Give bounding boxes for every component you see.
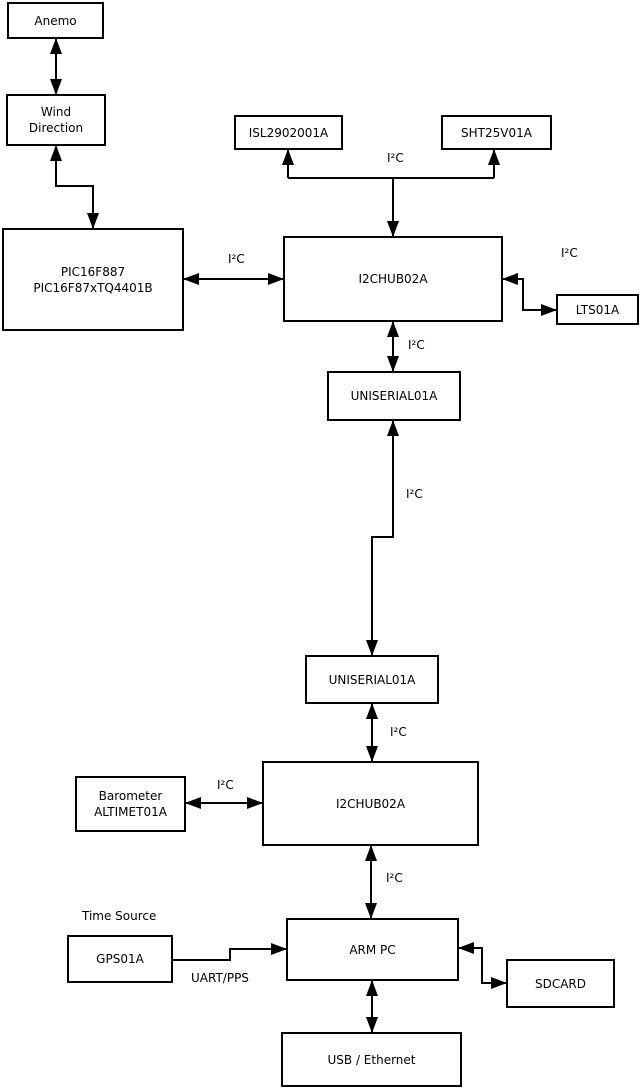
box-i2chub02a-top-label: I2CHUB02A	[358, 272, 428, 286]
box-pic16f887-line1: PIC16F887	[60, 264, 126, 279]
box-isl2902001a	[234, 115, 343, 150]
box-isl2902001a-label: ISL2902001A	[248, 125, 329, 140]
box-pic16f887	[2, 228, 184, 331]
box-arm-pc-label: ARM PC	[349, 942, 396, 957]
i2c-label-uniserial-hub2: I²C	[390, 725, 407, 739]
box-anemo	[7, 2, 104, 39]
i2c-label-hub-uniserial: I²C	[408, 338, 425, 352]
box-anemo-label: Anemo	[34, 13, 77, 28]
box-sdcard	[506, 959, 615, 1008]
box-wind-direction	[6, 94, 106, 146]
box-uniserial01a-bottom-label: UNISERIAL01A	[328, 672, 416, 687]
box-uniserial01a-top	[327, 371, 461, 421]
box-pic16f887-line2: PIC16F87xTQ4401B	[33, 280, 153, 295]
box-wind-direction-line1: Wind	[40, 105, 72, 119]
box-wind-direction-line2: Direction	[28, 121, 84, 135]
box-uniserial01a-top-label: UNISERIAL01A	[350, 389, 438, 403]
box-gps01a-label: GPS01A	[96, 952, 144, 966]
box-gps01a	[67, 935, 173, 983]
connector-winddirection-pic	[56, 146, 93, 228]
box-sht25v01a-label: SHT25V01A	[461, 125, 532, 140]
i2c-label-pic-hub: I²C	[228, 252, 245, 266]
box-arm-pc	[286, 918, 459, 981]
box-barometer-line1: Barometer	[98, 789, 163, 803]
box-i2chub02a-bottom	[262, 761, 479, 846]
connector-i2chubtop-lts	[503, 279, 556, 310]
i2c-label-hub2-armpc: I²C	[386, 871, 403, 885]
box-sdcard-label: SDCARD	[534, 976, 587, 991]
connector-armpc-sdcard	[459, 948, 506, 983]
box-usb-ethernet	[281, 1032, 462, 1087]
box-usb-ethernet-label: USB / Ethernet	[327, 1052, 416, 1067]
box-barometer	[75, 776, 186, 832]
uart-pps-label: UART/PPS	[191, 971, 249, 985]
i2c-label-hub-lts: I²C	[561, 246, 578, 260]
box-barometer-line2: ALTIMET01A	[94, 805, 167, 819]
i2c-label-long-link: I²C	[406, 487, 423, 501]
box-i2chub02a-top	[283, 236, 503, 322]
box-lts01a	[556, 294, 639, 325]
box-sht25v01a	[441, 115, 552, 150]
i2c-label-isl-sht: I²C	[387, 151, 404, 165]
box-lts01a-label: LTS01A	[575, 302, 620, 317]
box-i2chub02a-bottom-label: I2CHUB02A	[335, 796, 406, 811]
i2c-label-barometer-hub2: I²C	[217, 778, 234, 792]
time-source-label: Time Source	[82, 909, 157, 923]
connector-uniserialtop-uniserialbottom	[372, 421, 393, 655]
connector-gps-armpc	[173, 949, 286, 960]
box-uniserial01a-bottom	[305, 655, 439, 704]
